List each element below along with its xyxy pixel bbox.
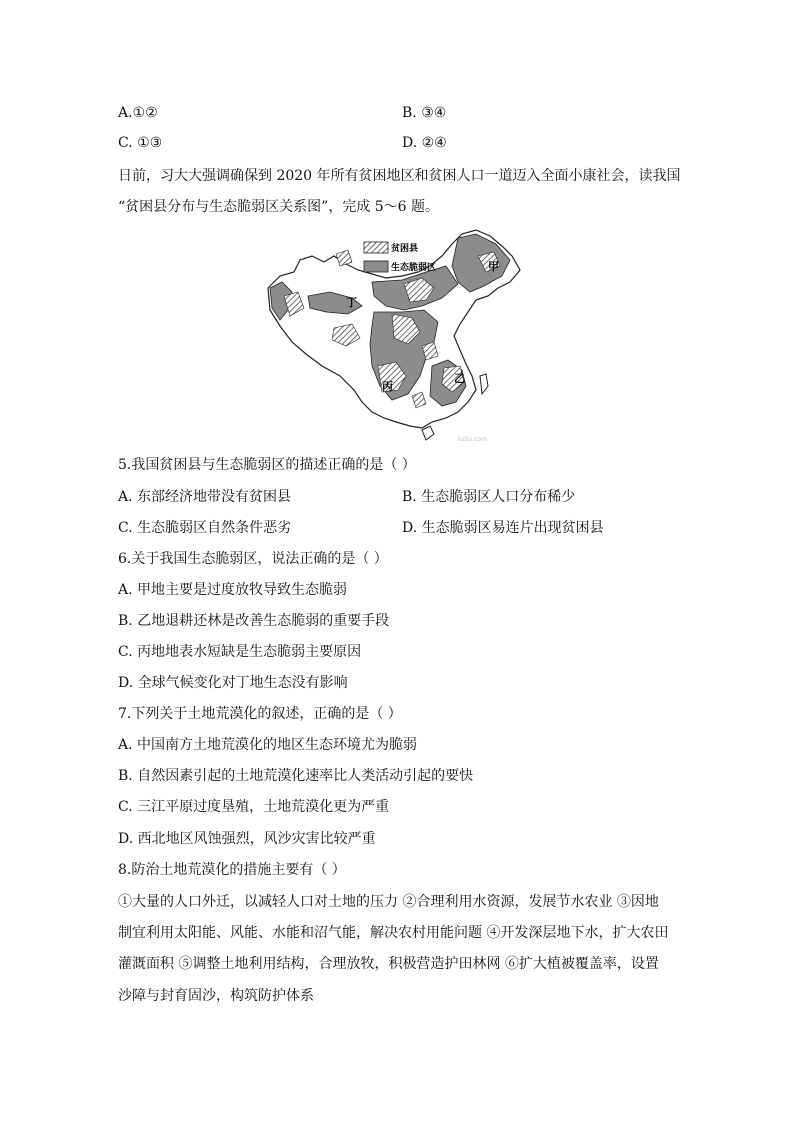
q8-stem: 8.防治土地荒漠化的措施主要有（ ） — [118, 862, 346, 878]
q6-option-a: A. 甲地主要是过度放牧导致生态脆弱 — [118, 582, 348, 598]
q7-option-c: C. 三江平原过度垦殖，土地荒漠化更为严重 — [118, 799, 390, 815]
option-c: C. ①③ — [118, 135, 163, 151]
label-jia: 甲 — [488, 260, 499, 273]
q5-option-b: B. 生态脆弱区人口分布稀少 — [402, 489, 576, 505]
label-ding: 丁 — [346, 296, 357, 309]
q5-option-d: D. 生态脆弱区易连片出现贫困县 — [402, 520, 604, 536]
label-bing: 丙 — [382, 380, 393, 393]
intro-line-1: 日前，习大大强调确保到 2020 年所有贫困地区和贫困人口一道迈入全面小康社会，读我国 — [118, 168, 681, 184]
q7-option-d: D. 西北地区风蚀强烈，风沙灾害比较严重 — [118, 831, 376, 847]
q6-stem: 6.关于我国生态脆弱区，说法正确的是（ ） — [118, 551, 388, 567]
q7-stem: 7.下列关于土地荒漠化的叙述，正确的是（ ） — [118, 706, 402, 722]
q5-option-c: C. 生态脆弱区自然条件恶劣 — [118, 520, 292, 536]
label-yi: 乙 — [454, 372, 465, 385]
q5-option-a: A. 东部经济地带没有贫困县 — [118, 489, 292, 505]
q5-stem: 5.我国贫困县与生态脆弱区的描述正确的是（ ） — [118, 457, 416, 473]
q8-body-line-3: 灌溉面积 ⑤调整土地利用结构，合理放牧，积极营造护田林网 ⑥扩大植被覆盖率，设置 — [118, 956, 659, 972]
china-poverty-map — [262, 226, 532, 448]
q8-body-line-2: 制宜利用太阳能、风能、水能和沼气能，解决农村用能问题 ④开发深层地下水，扩大农田 — [118, 925, 669, 941]
option-b: B. ③④ — [402, 105, 447, 121]
q6-option-c: C. 丙地地表水短缺是生态脆弱主要原因 — [118, 644, 362, 660]
q6-option-b: B. 乙地退耕还林是改善生态脆弱的重要手段 — [118, 613, 390, 629]
q8-body-line-4: 沙障与封育固沙，构筑防护体系 — [118, 988, 314, 1004]
legend-poor-label: 贫困县 — [391, 244, 419, 254]
option-a: A.①② — [118, 105, 158, 121]
option-d: D. ②④ — [402, 135, 447, 151]
legend-fragile-swatch — [364, 261, 388, 272]
legend-fragile-label: 生态脆弱区 — [391, 263, 437, 273]
watermark: ks5u.com — [458, 436, 487, 443]
q7-option-b: B. 自然因素引起的土地荒漠化速率比人类活动引起的要快 — [118, 768, 474, 784]
legend-poor-swatch — [364, 242, 388, 253]
q6-option-d: D. 全球气候变化对丁地生态没有影响 — [118, 675, 348, 691]
q7-option-a: A. 中国南方土地荒漠化的地区生态环境尤为脆弱 — [118, 737, 418, 753]
intro-line-2: “贫困县分布与生态脆弱区关系图”，完成 5～6 题。 — [118, 199, 440, 215]
q8-body-line-1: ①大量的人口外迁，以减轻人口对土地的压力 ②合理利用水资源，发展节水农业 ③因地 — [118, 894, 659, 910]
